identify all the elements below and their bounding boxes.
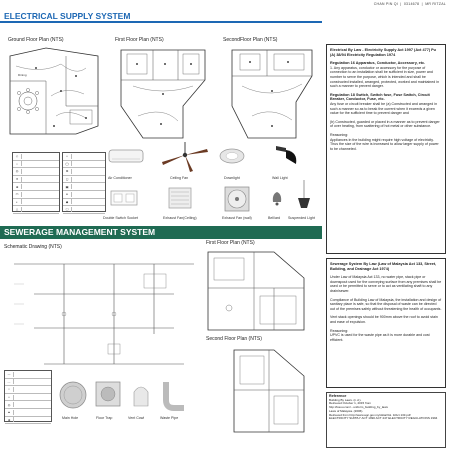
reg16-body: 1. Any apparatus, conductor or accessory for the purpose of connection to an installation shall be sufficient in size, power and number to serve the purpose, which is intended and shall be constructed installed, arranged, protected, worked and maintained in such a manner to prevent danger. bbox=[330, 65, 440, 89]
electrical-legend: ◇ ○ ◎ ✕ ⊕ ▭ ◐ △ bbox=[12, 152, 60, 212]
sewer-reasoning: UPVC is used for the waste pipe as it is more durable and cost efficient. bbox=[330, 333, 430, 342]
ground-floor-plan-title: Ground Floor Plan (NTS) bbox=[8, 37, 64, 43]
sewer-label-waste-pipe: Waste Pipe bbox=[160, 416, 179, 420]
reference-title: Reference bbox=[329, 394, 347, 398]
sewer-first-floor-title: First Floor Plan (NTS) bbox=[206, 240, 255, 246]
waste-pipe-icon bbox=[160, 380, 188, 414]
reference-line: http://issuu.com/...uniform_building_by_laws bbox=[329, 405, 388, 410]
floor-trap-icon bbox=[94, 380, 122, 408]
schematic-drawing-title: Schematic Drawing (NTS) bbox=[4, 244, 62, 250]
wall-light-icon bbox=[272, 144, 302, 170]
sewerage-section-title: SEWERAGE MANAGEMENT SYSTEM bbox=[0, 226, 322, 239]
sewer-act-heading: Sewerage System By Law (Law of Malaysia Act 133, Street, Building, and Drainage Act 1974) bbox=[330, 262, 437, 271]
electrical-section-title: ELECTRICAL SUPPLY SYSTEM bbox=[0, 10, 322, 23]
sewer-label-floor-trap: Floor Trap bbox=[96, 416, 113, 420]
ground-floor-electrical-plan bbox=[6, 46, 106, 141]
electrical-reasoning: Appliances in the building might require high voltage of electricity. Thus the size of the wire is increased to allow larger supply of power to be channeled. bbox=[330, 137, 439, 151]
air-conditioner-icon bbox=[108, 146, 144, 168]
header-meta: CHAN PIN QI | 0314678 | MR RITZAL bbox=[373, 2, 446, 6]
sewer-legend: — - - ○ □ ◎ ▲ ⊕ bbox=[4, 370, 52, 422]
second-floor-plan-title: SecondFloor Plan (NTS) bbox=[223, 37, 278, 43]
appliance-label-switch-socket: Double Switch Socket bbox=[103, 216, 138, 220]
appliance-label-bell: Bell/ard bbox=[268, 216, 281, 220]
tutor-name: MR RITZAL bbox=[425, 2, 446, 6]
bell-icon bbox=[270, 190, 284, 210]
appliance-label-exhaust-wall: Exhaust Fan (wall) bbox=[222, 216, 252, 220]
reg18-title: Regulation 18 Switch, Switch fuse, Fuse Switch, Circuit Breaker, Conductor, Fuse, etc. bbox=[330, 92, 430, 102]
sewer-first-floor-plan bbox=[204, 248, 314, 334]
second-floor-electrical-plan bbox=[222, 46, 322, 146]
first-floor-plan-title: First Floor Plan (NTS) bbox=[115, 37, 164, 43]
appliance-label-downlight: Downlight bbox=[224, 176, 240, 180]
exhaust-fan-ceiling-icon bbox=[167, 186, 193, 210]
student-id: 0314678 bbox=[403, 2, 420, 6]
appliance-label-ceiling-fan: Ceiling Fan bbox=[170, 176, 189, 180]
electrical-act-box bbox=[326, 44, 446, 254]
downlight-icon bbox=[218, 148, 246, 168]
first-floor-electrical-plan bbox=[113, 46, 213, 146]
reference-line: Retrieved from http://www.agc.gov.my/Akta/Vol. 3/Act 133.pdf bbox=[329, 412, 411, 417]
switch-socket-icon bbox=[110, 190, 138, 206]
manhole-icon bbox=[58, 380, 88, 410]
appliance-label-wall-light: Wall Light bbox=[272, 176, 288, 180]
reg16-title: Regulation 16 Apparatus, Conductor, Accessory, etc. bbox=[330, 61, 426, 66]
appliance-label-exhaust-ceiling: Exhaust Fan(Ceiling) bbox=[163, 216, 197, 220]
appliance-label-ac: Air Conditioner bbox=[108, 176, 132, 180]
sewer-act-p1: Under Law of Malaysia Act 133, no water pipe, stack pipe or downspout used for the conveying surface from any premises shall be used or be permitted to serve or to act as ventilating shaft to any drain/sewer. bbox=[330, 275, 442, 293]
electrical-legend-2: □ ◯ ⊗ ◻ ▣ ● ◆ ▢ bbox=[62, 152, 106, 212]
reference-box bbox=[326, 392, 446, 448]
reference-line: Building By Laws. (n.d.). bbox=[329, 397, 362, 402]
reference-line: Laws of Malaysia. (2006). bbox=[329, 408, 364, 413]
sewer-second-floor-plan bbox=[204, 346, 314, 436]
reg18-body: Any fuse or circuit breaker shall be (a) Constructed and arranged in such a manner so as to break the current when it exceeds a given value for the sufficient time to prevent danger and bbox=[330, 101, 438, 116]
sewer-act-p2: Compliance of Building Law of Malaysia, the installation and design of sanitary place is safe, so that the disposal of waste can be directed out of the premises safely without threatening the health of occupants. bbox=[330, 297, 442, 311]
electrical-act-heading: Electrical By Law - Electricity Supply Act 1997 (Act 477) Pu (A) 38/94 Electricity Regulation 1974 bbox=[330, 48, 437, 57]
ceiling-fan-icon bbox=[160, 140, 210, 174]
suspended-light-icon bbox=[294, 180, 314, 212]
student-name: CHAN PIN QI bbox=[373, 2, 398, 6]
sewer-label-manhole: Main Hole bbox=[62, 416, 79, 420]
reference-line: Retrieved October 1, 2015 from bbox=[329, 401, 372, 406]
appliance-label-suspended: Suspended Light bbox=[288, 216, 315, 220]
sewer-act-p3: Vent stack openings should be 900mm above the roof to avoid stain and ease of expulsion. bbox=[330, 315, 438, 324]
sewer-label-vent-cowl: Vent Cowl bbox=[128, 416, 145, 420]
electrical-reasoning-label: Reasoning: bbox=[330, 132, 349, 137]
sewer-schematic-drawing bbox=[4, 254, 200, 370]
sewer-reasoning-label: Reasoning: bbox=[330, 328, 349, 333]
reg18-b: (b) Constructed, guarded or placed in a manner as to prevent danger of over heating, from scattering of hot metal or other substance. bbox=[330, 119, 440, 129]
sewerage-act-box bbox=[326, 258, 446, 388]
sewer-second-floor-title: Second Floor Plan (NTS) bbox=[206, 336, 262, 342]
vent-cowl-icon bbox=[128, 380, 154, 408]
exhaust-fan-wall-icon bbox=[224, 186, 250, 212]
svg-text:Dining: Dining bbox=[18, 73, 27, 77]
reference-line: ELECTRICITY SUPPLY ACT 1990 ACT 447 ELECTRICITY REGULATIONS 1994 bbox=[329, 416, 438, 421]
